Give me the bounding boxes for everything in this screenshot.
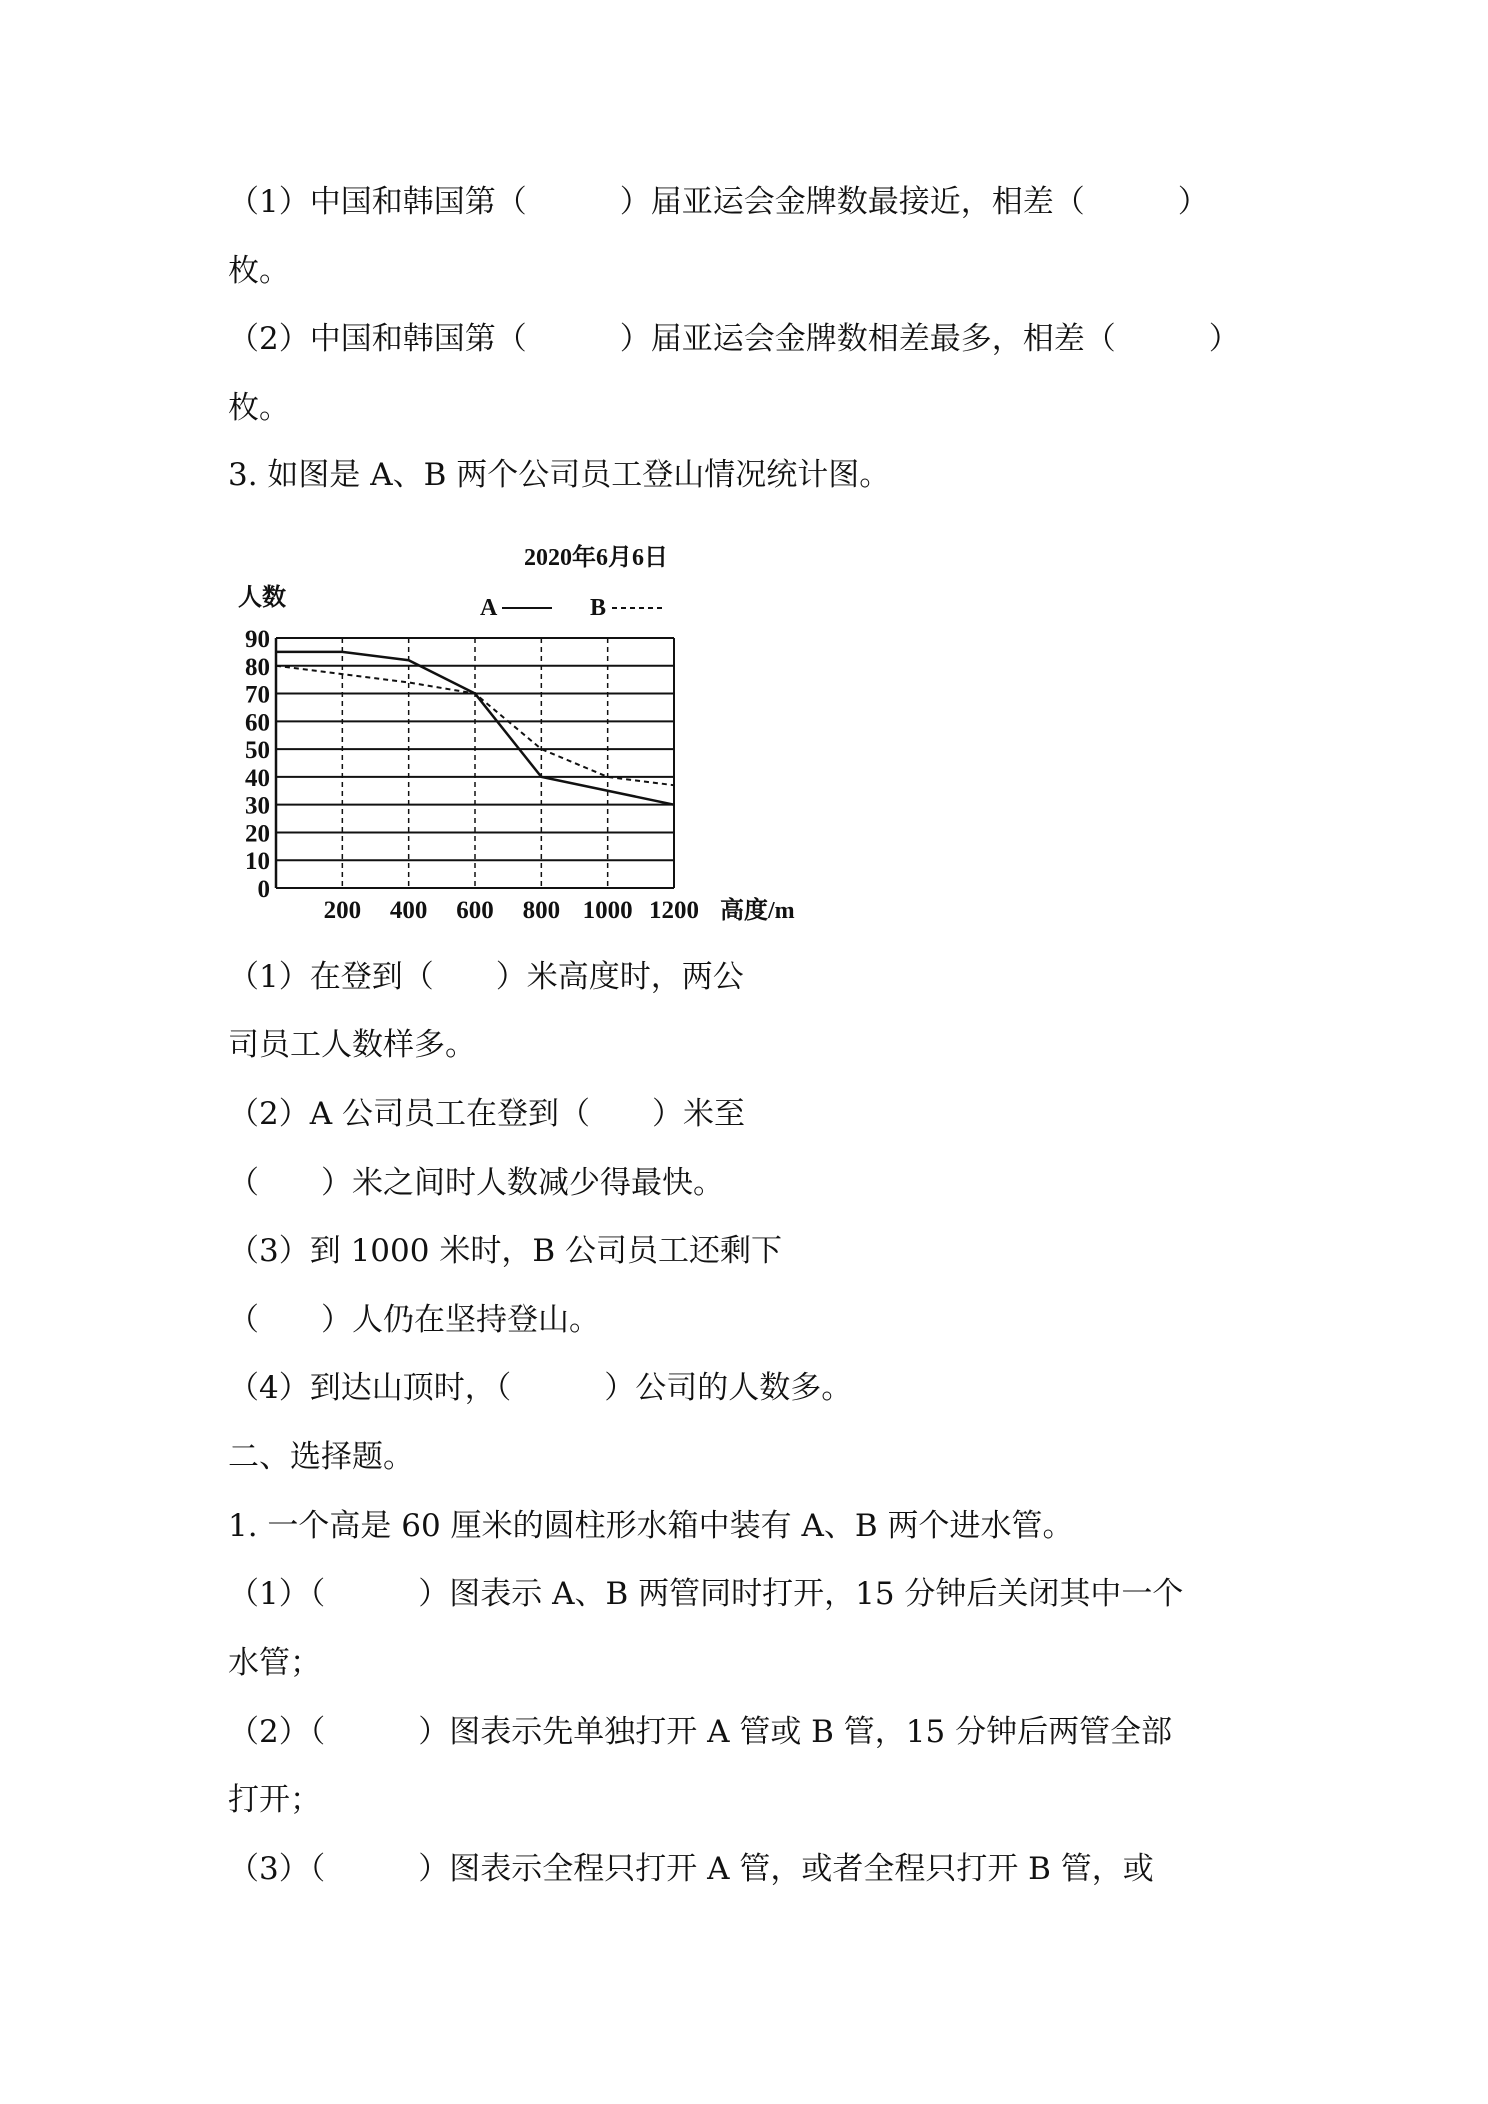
question-text-line: （4）到达山顶时，（ ）公司的人数多。 — [228, 1370, 853, 1406]
chart-svg — [228, 535, 838, 930]
climbing-line-chart — [228, 535, 838, 930]
x-tick-label: 600 — [456, 897, 494, 924]
question-text-line: 打开； — [228, 1782, 321, 1818]
question-text-line: （2）（ ）图表示先单独打开 A 管或 B 管，15 分钟后两管全部 — [228, 1714, 1173, 1750]
question-text-line: 枚。 — [228, 253, 290, 289]
y-tick-label: 90 — [245, 626, 270, 653]
x-tick-label: 1000 — [582, 897, 633, 924]
y-tick-label: 20 — [245, 820, 270, 848]
x-tick-label: 400 — [389, 897, 428, 924]
y-tick-label: 10 — [245, 848, 270, 876]
question-text-line: （ ）人仍在坚持登山。 — [228, 1302, 600, 1338]
x-tick-label: 800 — [522, 897, 561, 924]
question-text-line: （1）在登到（ ）米高度时，两公 — [228, 959, 744, 995]
question-text-line: （2）A 公司员工在登到（ ）米至 — [228, 1096, 745, 1132]
question-text-line: （1）（ ）图表示 A、B 两管同时打开，15 分钟后关闭其中一个 — [228, 1576, 1184, 1612]
question-heading: 1. 一个高是 60 厘米的圆柱形水箱中装有 A、B 两个进水管。 — [228, 1508, 1074, 1544]
question-text-line: 司员工人数样多。 — [228, 1027, 476, 1063]
y-tick-label: 70 — [245, 681, 270, 709]
chart-title: 2020年6月6日 — [524, 545, 668, 571]
question-text-line: 枚。 — [228, 390, 290, 426]
x-tick-label: 200 — [323, 897, 362, 924]
section-heading: 二、选择题。 — [228, 1439, 414, 1475]
y-tick-label: 50 — [245, 737, 270, 765]
legend-label: B — [590, 595, 607, 621]
question-text-line: （2）中国和韩国第（ ）届亚运会金牌数相差最多，相差（ ） — [228, 321, 1240, 357]
question-text-line: （3）（ ）图表示全程只打开 A 管，或者全程只打开 B 管，或 — [228, 1851, 1154, 1887]
y-tick-label: 80 — [245, 653, 270, 681]
y-tick-label: 0 — [257, 876, 270, 903]
y-tick-label: 40 — [245, 764, 270, 792]
y-axis-label: 人数 — [238, 585, 286, 611]
x-tick-label: 1200 — [649, 897, 699, 924]
legend-label: A — [480, 595, 498, 621]
question-text-line: （ ）米之间时人数减少得最快。 — [228, 1165, 724, 1201]
question-heading: 3. 如图是 A、B 两个公司员工登山情况统计图。 — [228, 457, 891, 493]
x-axis-label: 高度/m — [720, 898, 795, 924]
y-tick-label: 30 — [245, 792, 270, 820]
question-text-line: （1）中国和韩国第（ ）届亚运会金牌数最接近，相差（ ） — [228, 184, 1209, 220]
y-tick-label: 60 — [245, 709, 270, 737]
question-text-line: 水管； — [228, 1645, 321, 1681]
question-text-line: （3）到 1000 米时，B 公司员工还剩下 — [228, 1233, 782, 1269]
